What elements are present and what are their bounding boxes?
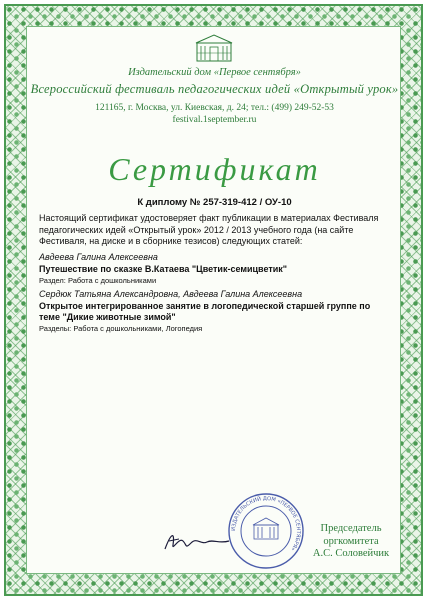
publication-entry bbox=[39, 289, 389, 334]
website-line: festival.1september.ru bbox=[172, 115, 257, 125]
publication-entry bbox=[39, 252, 389, 286]
entry-section: Раздел: Работа с дошкольниками bbox=[39, 276, 157, 285]
signatory-role-line2: оргкомитета bbox=[323, 535, 379, 547]
contact-info bbox=[27, 102, 402, 126]
signatory-block bbox=[305, 523, 397, 561]
certificate-body bbox=[26, 26, 401, 574]
entry-title: Путешествие по сказке В.Катаева "Цветик-семицветик" bbox=[39, 264, 288, 274]
signatory-name: А.С. Соловейчик bbox=[312, 548, 390, 559]
intro-text: Настоящий сертификат удостоверяет факт публикации в материалах Фестиваля педагогических идей «Открытый урок» 2012 / 2013 учебного года (на сайте Фестиваля, на диске и в сборнике тезисов) следующих статей: bbox=[39, 213, 379, 246]
entry-section: Разделы: Работа с дошкольниками, Логопедия bbox=[39, 324, 203, 333]
stamp-text: ИЗДАТЕЛЬСКИЙ ДОМ «ПЕРВОЕ СЕНТЯБРЯ» bbox=[230, 495, 302, 552]
signatory-role-line1: Председатель bbox=[320, 523, 382, 534]
signature-icon bbox=[161, 527, 233, 555]
address-line: 121165, г. Москва, ул. Киевская, д. 24; тел.: (499) 249-52-53 bbox=[95, 103, 334, 113]
building-logo-icon bbox=[195, 33, 233, 63]
festival-name: Всероссийский фестиваль педагогических идей «Открытый урок» bbox=[30, 82, 399, 96]
entry-authors: Сердюк Татьяна Александровна, Авдеева Галина Алексеевна bbox=[39, 289, 303, 299]
round-stamp-icon bbox=[227, 492, 305, 570]
certificate-title: Сертификат bbox=[108, 151, 321, 187]
publisher-name: Издательский дом «Первое сентября» bbox=[128, 67, 301, 78]
entry-title: Открытое интегрированное занятие в логопедической старшей группе по теме "Дикие животные зимой" bbox=[39, 301, 371, 322]
diploma-number: К диплому № 257-319-412 / ОУ-10 bbox=[137, 197, 292, 208]
entry-authors: Авдеева Галина Алексеевна bbox=[39, 252, 158, 262]
